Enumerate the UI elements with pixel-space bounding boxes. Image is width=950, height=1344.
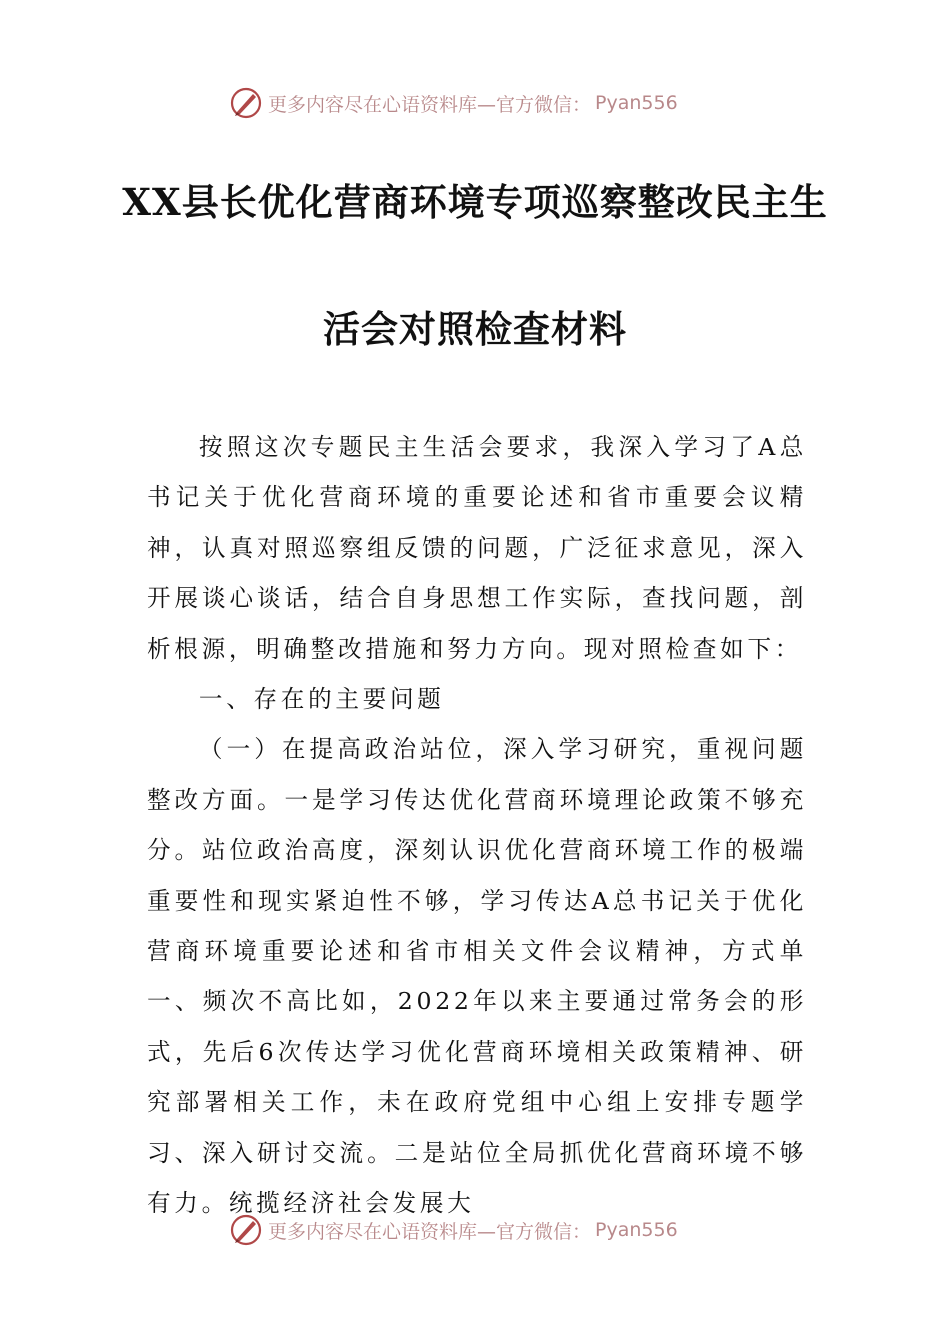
pen-circle-icon bbox=[228, 1212, 264, 1248]
pen-circle-icon bbox=[228, 85, 264, 121]
document-body bbox=[147, 422, 807, 1229]
watermark-wechat-id: Pyan556 bbox=[595, 92, 678, 114]
document-title-line-1: XX县长优化营商环境专项巡察整改民主生 bbox=[122, 180, 828, 224]
watermark-text: 更多内容尽在心语资料库—官方微信： bbox=[268, 93, 592, 116]
watermark-text: 更多内容尽在心语资料库—官方微信： bbox=[268, 1220, 592, 1243]
header-watermark bbox=[228, 83, 748, 123]
body-paragraph: （一）在提高政治站位，深入学习研究，重视问题整改方面。一是学习传达优化营商环境理论政策不够充分。站位政治高度，深刻认识优化营商环境工作的极端重要性和现实紧迫性不够，学习传达A总书记关于优化营商环境重要论述和省市相关文件会议精神，方式单一、频次不高比如，2022年以来主要通过常务会的形式，先后6次传达学习优化营商环境相关政策精神、研究部署相关工作，未在政府党组中心组上安排专题学习、深入研讨交流。二是站位全局抓优化营商环境不够有力。统揽经济社会发展大 bbox=[147, 735, 807, 1218]
footer-watermark bbox=[228, 1210, 748, 1250]
intro-paragraph: 按照这次专题民主生活会要求，我深入学习了A总书记关于优化营商环境的重要论述和省市重要会议精神，认真对照巡察组反馈的问题，广泛征求意见，深入开展谈心谈话，结合自身思想工作实际，查找问题，剖析根源，明确整改措施和努力方向。现对照检查如下： bbox=[147, 433, 807, 663]
section-heading: 一、存在的主要问题 bbox=[198, 685, 445, 714]
watermark-wechat-id: Pyan556 bbox=[595, 1219, 678, 1241]
document-title-line-2: 活会对照检查材料 bbox=[323, 307, 627, 351]
